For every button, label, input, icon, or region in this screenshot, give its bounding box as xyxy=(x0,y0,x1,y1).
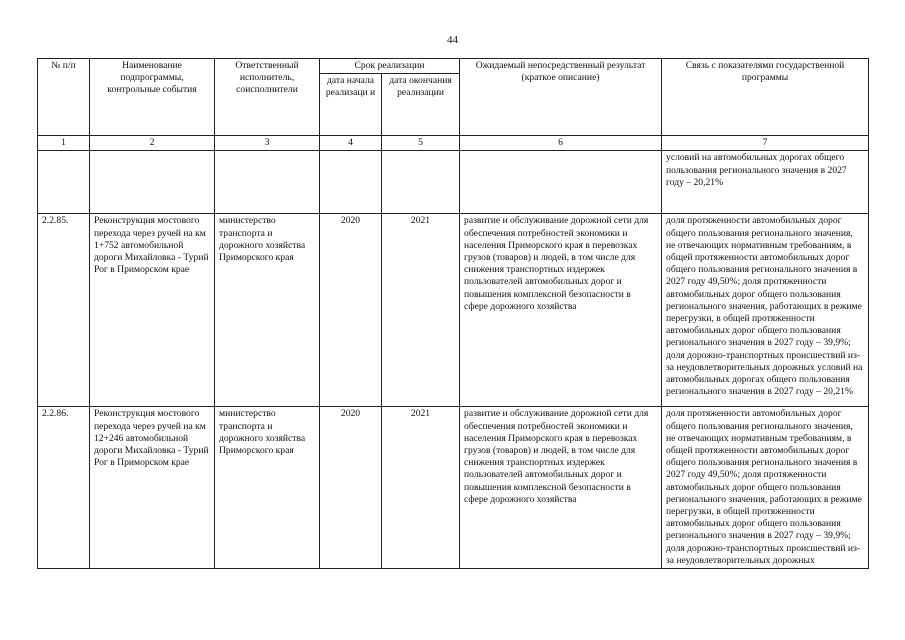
row-result: развитие и обслуживание дорожной сети для обеспечения потребностей экономики и населения Приморского края в перевозках грузов (товаров) и людей, в том числе для снижения транспортных издержек пользователей автомобильных дорог и повышения комплексной безопасности в сфере дорожного хозяйства xyxy=(460,214,662,407)
row-link: доля протяженности автомобильных дорог общего пользования регионального значения, не отвечающих нормативным требованиям, в общей протяженности автомобильных дорог общего пользования регионального значения в 2027 году 49,50%; доля протяженности автомобильных дорог общего пользования регионального значения, работающих в режиме перегрузки, в общей протяженности автомобильных дорог общего пользования регионального значения в 2027 году – 39,9%; доля дорожно-транспортных происшествий из-за неудовлетворительных дорожных xyxy=(662,407,869,569)
column-number: 7 xyxy=(662,136,869,151)
header-num: № п/п xyxy=(38,59,90,136)
row-responsible: министерство транспорта и дорожного хозяйства Приморского края xyxy=(215,407,320,569)
row-start: 2020 xyxy=(320,407,382,569)
header-name: Наименование подпрограммы, контрольные события xyxy=(90,59,215,136)
empty-cell xyxy=(90,151,215,214)
header-link: Связь с показателями государственной программы xyxy=(662,59,869,136)
row-link: доля протяженности автомобильных дорог общего пользования регионального значения, не отвечающих нормативным требованиям, в общей протяженности автомобильных дорог общего пользования регионального значения в 2027 году 49,50%; доля протяженности автомобильных дорог общего пользования регионального значения, работающих в режиме перегрузки, в общей протяженности автомобильных дорог общего пользования регионального значения в 2027 году – 39,9%; доля дорожно-транспортных происшествий из-за неудовлетворительных дорожных условий на автомобильных дорогах общего пользования регионального значения в 2027 году – 20,21% xyxy=(662,214,869,407)
empty-cell xyxy=(215,151,320,214)
continuation-link: условий на автомобильных дорогах общего пользования регионального значения в 2027 году – 20,21% xyxy=(662,151,869,214)
row-num: 2.2.86. xyxy=(38,407,90,569)
header-row xyxy=(38,59,869,74)
column-number: 4 xyxy=(320,136,382,151)
empty-cell xyxy=(320,151,382,214)
table-row xyxy=(38,214,869,407)
header-end: дата окончания реализации xyxy=(382,74,460,136)
table-row xyxy=(38,407,869,569)
row-name: Реконструкция мостового перехода через ручей на км 12+246 автомобильной дороги Михайловка - Турий Рог в Приморском крае xyxy=(90,407,215,569)
column-number: 1 xyxy=(38,136,90,151)
header-responsible: Ответственный исполнитель, соисполнители xyxy=(215,59,320,136)
column-number: 2 xyxy=(90,136,215,151)
row-end: 2021 xyxy=(382,214,460,407)
page-number: 44 xyxy=(447,34,458,46)
continuation-row xyxy=(38,151,869,214)
column-number: 6 xyxy=(460,136,662,151)
row-num: 2.2.85. xyxy=(38,214,90,407)
column-number: 3 xyxy=(215,136,320,151)
row-name: Реконструкция мостового перехода через ручей на км 1+752 автомобильной дороги Михайловка - Турий Рог в Приморском крае xyxy=(90,214,215,407)
empty-cell xyxy=(38,151,90,214)
row-end: 2021 xyxy=(382,407,460,569)
header-result: Ожидаемый непосредственный результат (краткое описание) xyxy=(460,59,662,136)
header-period: Срок реализации xyxy=(320,59,460,74)
empty-cell xyxy=(460,151,662,214)
empty-cell xyxy=(382,151,460,214)
column-number: 5 xyxy=(382,136,460,151)
column-number-row xyxy=(38,136,869,151)
row-result: развитие и обслуживание дорожной сети для обеспечения потребностей экономики и населения Приморского края в перевозках грузов (товаров) и людей, в том числе для снижения транспортных издержек пользователей автомобильных дорог и повышения комплексной безопасности в сфере дорожного хозяйства xyxy=(460,407,662,569)
header-start: дата начала реализаци и xyxy=(320,74,382,136)
program-table xyxy=(37,58,869,569)
row-start: 2020 xyxy=(320,214,382,407)
row-responsible: министерство транспорта и дорожного хозяйства Приморского края xyxy=(215,214,320,407)
